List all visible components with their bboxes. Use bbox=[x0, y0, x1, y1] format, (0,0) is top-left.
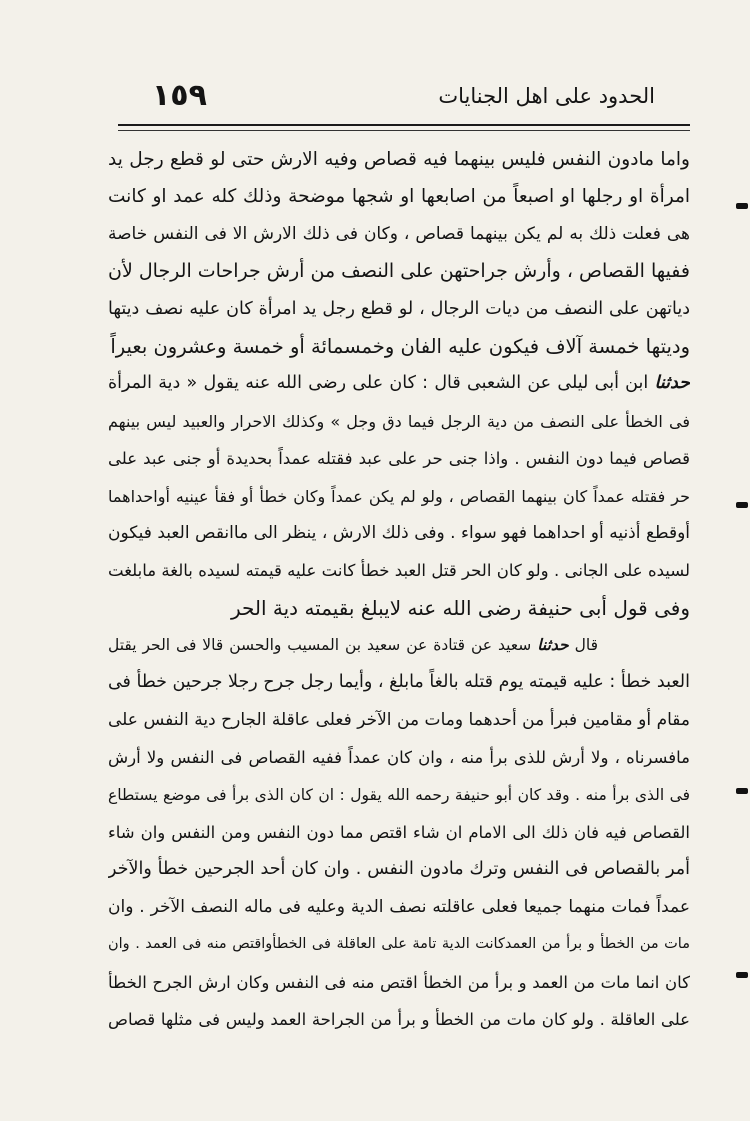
text-line: دياتهن على النصف من ديات الرجال ، لو قطع رجل يد امرأة كان عليه نصف ديتها bbox=[108, 298, 690, 319]
text-line: حدثنا ابن أبى ليلى عن الشعبى قال : كان على رضى الله عنه يقول « دية المرأة bbox=[108, 373, 690, 394]
text-line: مافسرناه ، ولا أرش للذى برأ منه ، وان كان عمداً ففيه القصاص فى النفس ولا أرش bbox=[108, 748, 690, 768]
text-line: قال حدثنا سعيد عن قتادة عن سعيد بن المسيب والحسن قالا فى الحر يقتل bbox=[108, 636, 598, 655]
text-line: مقام أو مقامين فبرأ من أحدهما ومات من الآخر فعلى عاقلة الجارح دية النفس على bbox=[108, 709, 690, 730]
text-line: امرأة او رجلها او اصبعاً من اصابعها او شجها موضحة وذلك كله عمد او كانت bbox=[108, 186, 690, 208]
header-rule bbox=[118, 124, 690, 126]
text-line: فى الذى برأ منه . وقد كان أبو حنيفة رحمه الله يقول : ان كان الذى برأ فى موضع يستطاع bbox=[108, 785, 690, 804]
paragraph-lead-word: حدثنا bbox=[654, 373, 690, 394]
text-line: حر فقتله عمداً كان بينهما القصاص ، ولو لم يكن عمداً وكان خطأ أو فقأ عينيه أواحداهما bbox=[108, 486, 690, 506]
scan-edge-mark bbox=[736, 972, 748, 978]
scan-edge-mark bbox=[736, 203, 748, 209]
text-line: ففيها القصاص ، وأرش جراحتهن على النصف من أرش جراحات الرجال لأن bbox=[108, 260, 690, 283]
text-line: وديتها خمسة آلاف فيكون عليه الفان وخمسمائة أو خمسة وعشرون بعيراً bbox=[110, 334, 690, 358]
paragraph-lead-word: حدثنا bbox=[537, 636, 569, 655]
running-header: الحدود على اهل الجنايات bbox=[438, 84, 655, 108]
text-line: واما مادون النفس فليس بينهما فيه قصاص وفيه الارش حتى لو قطع رجل يد bbox=[108, 149, 690, 170]
text-line: لسيده على الجانى . ولو كان الحر قتل العبد خطأ كانت عليه قيمته لسيده بالغة مابلغت bbox=[108, 561, 690, 581]
text-line: هى فعلت ذلك به لم يكن بينهما قصاص ، وكان فى ذلك الارش الا فى النفس خاصة bbox=[108, 223, 690, 244]
text-line: أمر بالقصاص فى النفس وترك مادون النفس . وان كان أحد الجرحين خطأ والآخر bbox=[108, 859, 690, 880]
text-line: أوقطع أذنيه أو احداهما فهو سواء . وفى ذلك الارش ، ينظر الى ماانقص العبد فيكون bbox=[108, 522, 690, 543]
body-text bbox=[108, 141, 690, 1038]
scan-edge-mark bbox=[736, 502, 748, 508]
page-number: ١٥٩ bbox=[152, 78, 207, 113]
scan-edge-mark bbox=[736, 788, 748, 794]
text-line: مات من الخطأ و برأ من العمدكانت الدية تامة على العاقلة فى الخطأواقتص منه فى العمد . وان bbox=[108, 936, 690, 953]
text-line: قصاص فيما دون النفس . واذا جنى حر على عبد فقتله عمداً بحديدة أو جنى عبد على bbox=[108, 449, 690, 469]
text-line: القصاص فيه فان ذلك الى الامام ان شاء اقتص مما دون النفس ومن النفس وان شاء bbox=[108, 823, 690, 843]
text-line: وفى قول أبى حنيفة رضى الله عنه لايبلغ بقيمته دية الحر bbox=[230, 595, 690, 620]
text-line: على العاقلة . ولو كان مات من الخطأ و برأ من الجراحة العمد وليس فى مثلها قصاص bbox=[108, 1009, 690, 1029]
text-line: فى الخطأ على النصف من دية الرجل فيما دق وجل » وكذلك الاحرار والعبيد ليس بينهم bbox=[108, 411, 690, 431]
text-line: عمداً فمات منهما جميعا فعلى عاقلته نصف الدية وعليه فى ماله النصف الآخر . وان bbox=[108, 896, 690, 917]
header-rule-thin bbox=[118, 130, 690, 131]
text-line: كان انما مات من العمد و برأ من الخطأ اقتص منه فى النفس وكان ارش الجرح الخطأ bbox=[108, 972, 690, 992]
text-line: العبد خطأ : عليه قيمته يوم قتله بالغاً مابلغ ، وأيما رجل جرح رجلا جرحين خطأ فى bbox=[108, 672, 690, 693]
